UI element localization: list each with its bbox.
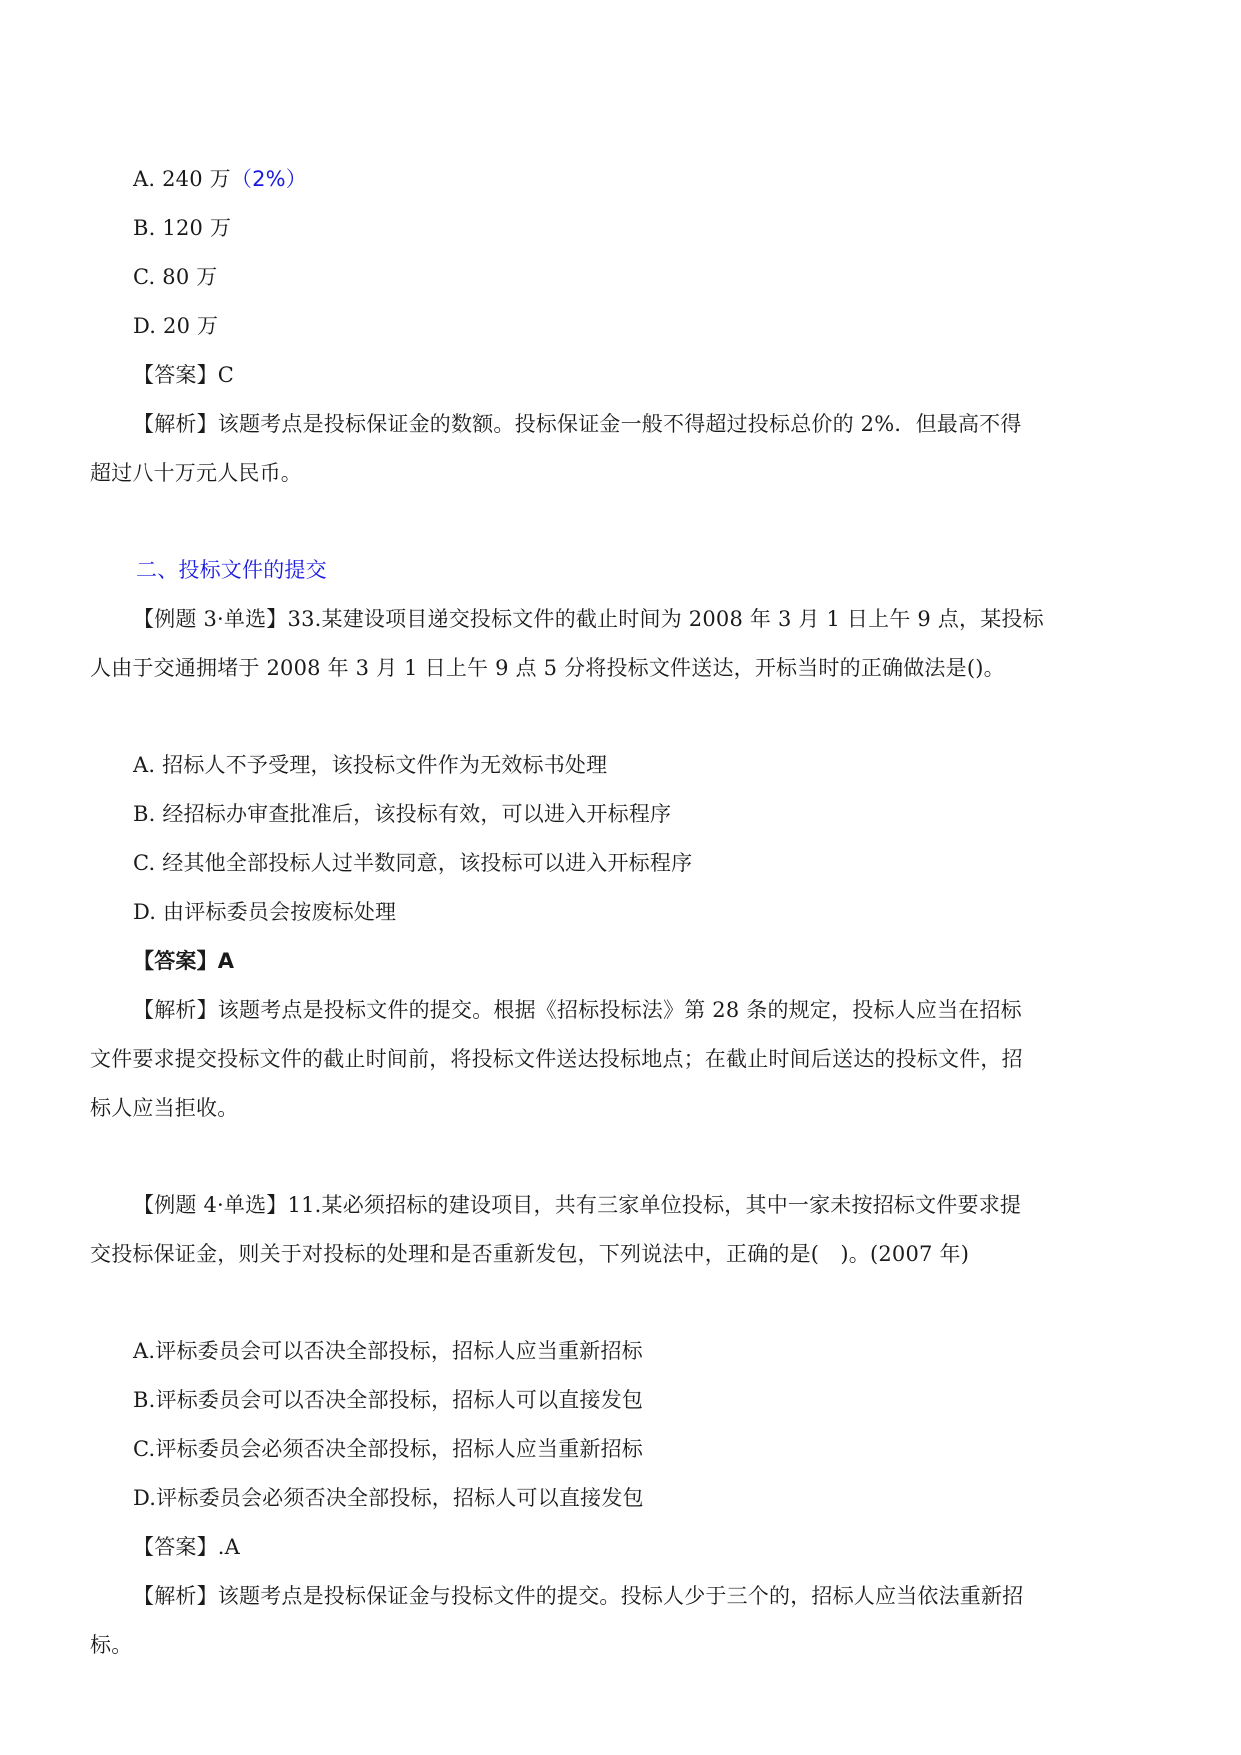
q3-analysis-line-3: 标人应当拒收。 bbox=[90, 1096, 239, 1120]
q1-option-d: D. 20 万 bbox=[133, 314, 219, 338]
q3-option-b: B. 经招标办审查批准后，该投标有效，可以进入开标程序 bbox=[133, 802, 672, 826]
q4-option-d: D.评标委员会必须否决全部投标，招标人可以直接发包 bbox=[133, 1486, 644, 1510]
q3-stem-line-1: 【例题 3·单选】33.某建设项目递交投标文件的截止时间为 2008 年 3 月 1 日上午 9 点，某投标 bbox=[133, 607, 1044, 631]
q4-option-b: B.评标委员会可以否决全部投标，招标人可以直接发包 bbox=[133, 1388, 644, 1412]
q1-option-c: C. 80 万 bbox=[133, 265, 218, 289]
q3-option-d: D. 由评标委员会按废标处理 bbox=[133, 900, 397, 924]
q1-analysis-line-2: 超过八十万元人民币。 bbox=[90, 461, 302, 485]
q4-analysis-line-1: 【解析】该题考点是投标保证金与投标文件的提交。投标人少于三个的，招标人应当依法重新招 bbox=[133, 1584, 1024, 1608]
q4-stem-line-1: 【例题 4·单选】11.某必须招标的建设项目，共有三家单位投标，其中一家未按招标文件要求提 bbox=[133, 1193, 1022, 1217]
q4-analysis-line-2: 标。 bbox=[90, 1633, 133, 1657]
q3-option-c: C. 经其他全部投标人过半数同意，该投标可以进入开标程序 bbox=[133, 851, 693, 875]
q3-option-a: A. 招标人不予受理，该投标文件作为无效标书处理 bbox=[133, 753, 608, 777]
q1-option-a-text: A. 240 万 bbox=[133, 167, 231, 191]
q1-analysis-line-1: 【解析】该题考点是投标保证金的数额。投标保证金一般不得超过投标总价的 2%．但最高不得 bbox=[133, 412, 1022, 436]
q1-option-b: B. 120 万 bbox=[133, 216, 232, 240]
q3-analysis-line-2: 文件要求提交投标文件的截止时间前，将投标文件送达投标地点；在截止时间后送达的投标文件，招 bbox=[90, 1047, 1023, 1071]
q3-stem-line-2: 人由于交通拥堵于 2008 年 3 月 1 日上午 9 点 5 分将投标文件送达，开标当时的正确做法是()。 bbox=[90, 656, 1005, 680]
q1-answer: 【答案】C bbox=[133, 363, 235, 387]
q4-option-a: A.评标委员会可以否决全部投标，招标人应当重新招标 bbox=[133, 1339, 643, 1363]
section-heading: 二、投标文件的提交 bbox=[136, 558, 327, 582]
q3-analysis-line-1: 【解析】该题考点是投标文件的提交。根据《招标投标法》第 28 条的规定，投标人应当在招标 bbox=[133, 998, 1022, 1022]
q4-option-c: C.评标委员会必须否决全部投标，招标人应当重新招标 bbox=[133, 1437, 643, 1461]
q1-option-a-note: （2%） bbox=[230, 167, 307, 191]
q3-answer: 【答案】A bbox=[133, 949, 235, 973]
q4-stem-line-2: 交投标保证金，则关于对投标的处理和是否重新发包，下列说法中，正确的是( )。(2007 年) bbox=[90, 1242, 970, 1266]
q4-answer: 【答案】.A bbox=[133, 1535, 241, 1559]
q1-option-a bbox=[133, 164, 307, 194]
